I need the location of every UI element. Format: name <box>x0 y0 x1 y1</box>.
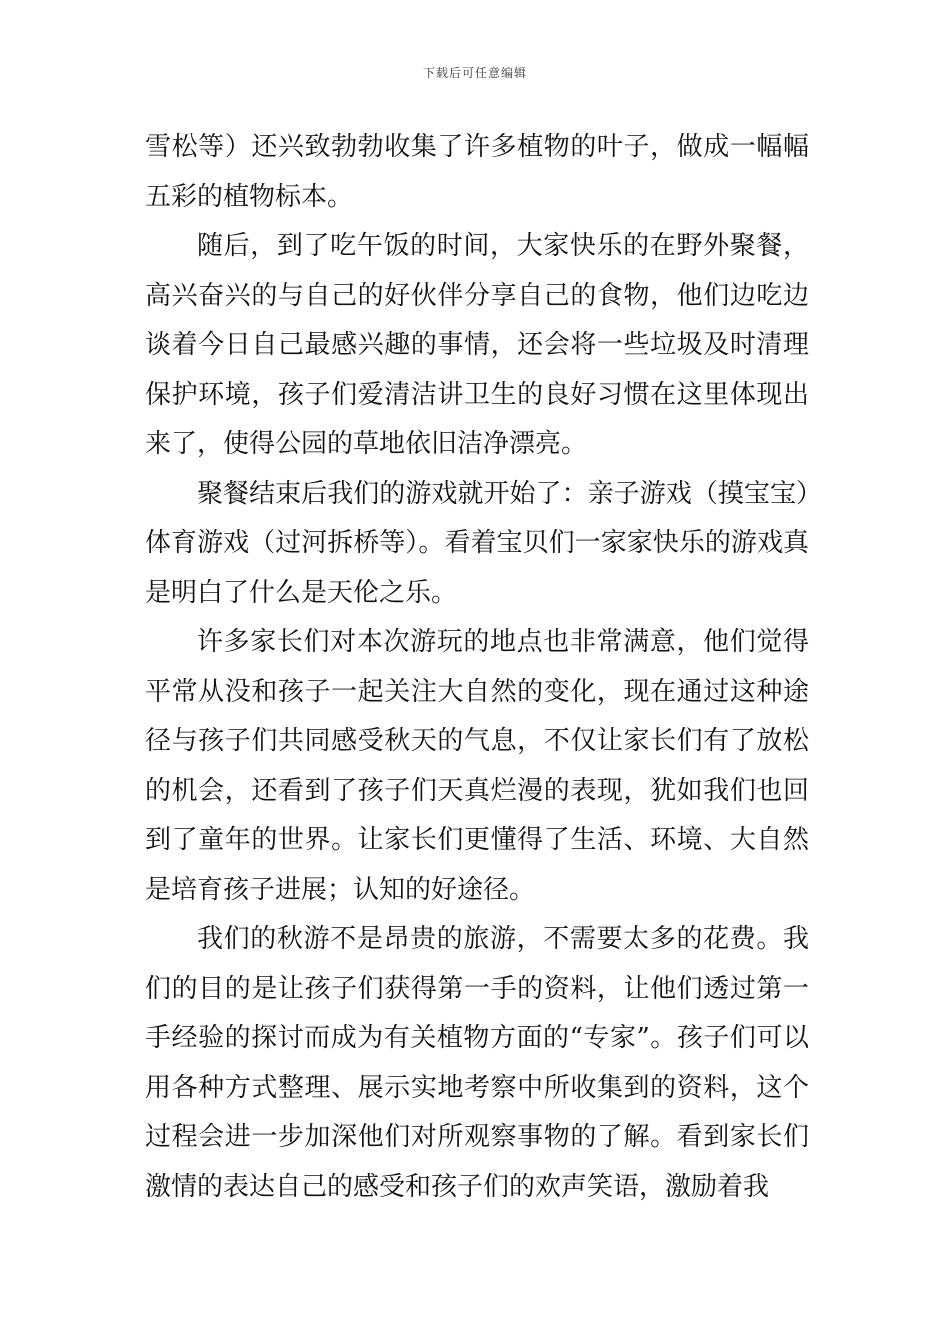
paragraph-parents-feedback: 许多家长们对本次游玩的地点也非常满意，他们觉得平常从没和孩子一起关注大自然的变化，现在通过这种途径与孩子们共同感受秋天的气息，不仅让家长们有了放松的机会，还看到了孩子们天真烂漫的表现，犹如我们也回到了童年的世界。让家长们更懂得了生活、环境、大自然是培育孩子进展；认知的好途径。 <box>145 627 809 905</box>
paragraph-picnic-lunch: 随后，到了吃午饭的时间，大家快乐的在野外聚餐，高兴奋兴的与自己的好伙伴分享自己的食物，他们边吃边谈着今日自己最感兴趣的事情，还会将一些垃圾及时清理保护环境，孩子们爱清洁讲卫生的良好习惯在这里体现出来了，使得公园的草地依旧洁净漂亮。 <box>145 231 809 459</box>
paragraph-autumn-outing-purpose: 我们的秋游不是昂贵的旅游，不需要太多的花费。我们的目的是让孩子们获得第一手的资料，让他们透过第一手经验的探讨而成为有关植物方面的“专家”。孩子们可以用各种方式整理、展示实地考察中所收集到的资料，这个过程会进一步加深他们对所观察事物的了解。看到家长们激情的表达自己的感受和孩子们的欢声笑语，激励着我 <box>145 924 809 1202</box>
page-header: 下载后可任意编辑 <box>422 66 527 80</box>
paragraph-games: 聚餐结束后我们的游戏就开始了：亲子游戏（摸宝宝）体育游戏（过河拆桥等）。看着宝贝们一家家快乐的游戏真是明白了什么是天伦之乐。 <box>145 478 809 608</box>
document-body <box>145 123 809 1212</box>
paragraph-plant-specimens: 雪松等）还兴致勃勃收集了许多植物的叶子，做成一幅幅五彩的植物标本。 <box>145 132 809 212</box>
